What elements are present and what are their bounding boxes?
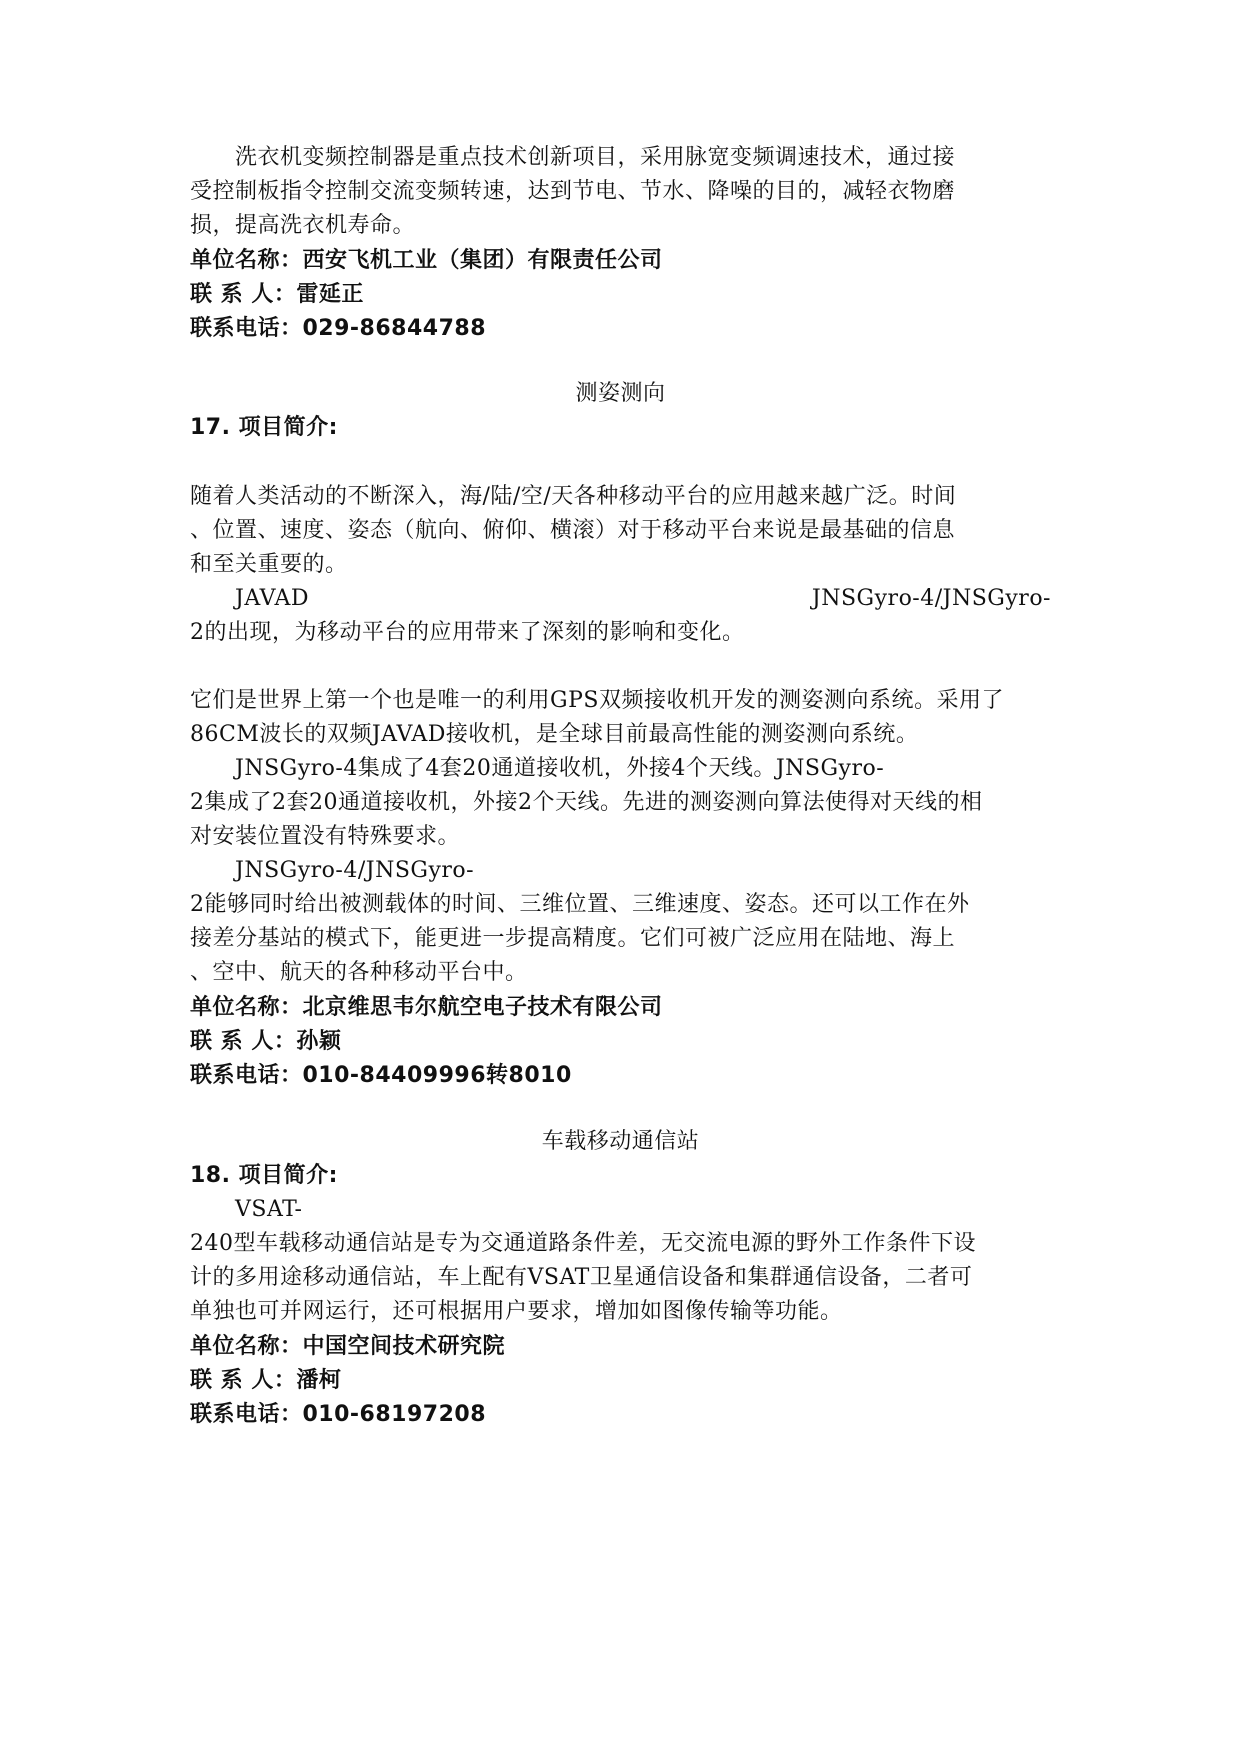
paragraph-line: VSAT-: [235, 1197, 303, 1222]
contact-phone: 联系电话：029-86844788: [190, 316, 487, 341]
paragraph-line: 240型车载移动通信站是专为交通道路条件差，无交流电源的野外工作条件下设: [190, 1231, 976, 1256]
section-title: 车载移动通信站: [541, 1129, 700, 1154]
paragraph-line: 单独也可并网运行，还可根据用户要求，增加如图像传输等功能。: [190, 1299, 843, 1324]
unit-name: 单位名称：西安飞机工业（集团）有限责任公司: [190, 248, 663, 273]
paragraph-line: 接差分基站的模式下，能更进一步提高精度。它们可被广泛应用在陆地、海上: [190, 926, 956, 951]
paragraph-line: 损，提高洗衣机寿命。: [190, 213, 416, 238]
paragraph-line: 计的多用途移动通信站，车上配有VSAT卫星通信设备和集群通信设备，二者可: [190, 1265, 973, 1290]
paragraph-line: 、位置、速度、姿态（航向、俯仰、横滚）对于移动平台来说是最基础的信息: [190, 518, 956, 543]
paragraph-line: 2集成了2套20通道接收机，外接2个天线。先进的测姿测向算法使得对天线的相: [190, 790, 983, 815]
paragraph-line: JNSGyro-4集成了4套20通道接收机，外接4个天线。JNSGyro-: [235, 756, 885, 781]
paragraph-line: 受控制板指令控制交流变频转速，达到节电、节水、降噪的目的，减轻衣物磨: [190, 179, 956, 204]
contact-phone: 联系电话：010-68197208: [190, 1402, 487, 1427]
paragraph-line: 2能够同时给出被测载体的时间、三维位置、三维速度、姿态。还可以工作在外: [190, 892, 970, 917]
paragraph-line: 它们是世界上第一个也是唯一的利用GPS双频接收机开发的测姿测向系统。采用了: [190, 688, 1004, 713]
unit-name: 单位名称：北京维思韦尔航空电子技术有限公司: [190, 995, 663, 1020]
paragraph-line: 随着人类活动的不断深入，海/陆/空/天各种移动平台的应用越来越广泛。时间: [190, 484, 957, 509]
paragraph-line: JNSGyro-4/JNSGyro-: [811, 586, 1051, 611]
paragraph-line: 86CM波长的双频JAVAD接收机，是全球目前最高性能的测姿测向系统。: [190, 722, 919, 747]
paragraph-line: JNSGyro-4/JNSGyro-: [235, 858, 475, 883]
paragraph-line: JAVAD: [235, 586, 310, 611]
contact-person: 联 系 人：雷延正: [190, 282, 364, 307]
paragraph-line: 、空中、航天的各种移动平台中。: [190, 960, 528, 985]
section-heading: 17. 项目简介:: [190, 415, 338, 440]
paragraph-line: 2的出现，为移动平台的应用带来了深刻的影响和变化。: [190, 620, 745, 645]
section-heading: 18. 项目简介:: [190, 1163, 338, 1188]
paragraph-line: 洗衣机变频控制器是重点技术创新项目，采用脉宽变频调速技术，通过接: [235, 145, 956, 170]
section-title: 测姿测向: [575, 381, 666, 406]
contact-person: 联 系 人：孙颖: [190, 1029, 342, 1054]
paragraph-line: 和至关重要的。: [190, 552, 348, 577]
contact-phone: 联系电话：010-84409996转8010: [190, 1063, 572, 1088]
unit-name: 单位名称：中国空间技术研究院: [190, 1334, 506, 1359]
paragraph-line: 对安装位置没有特殊要求。: [190, 824, 461, 849]
contact-person: 联 系 人：潘柯: [190, 1368, 342, 1393]
